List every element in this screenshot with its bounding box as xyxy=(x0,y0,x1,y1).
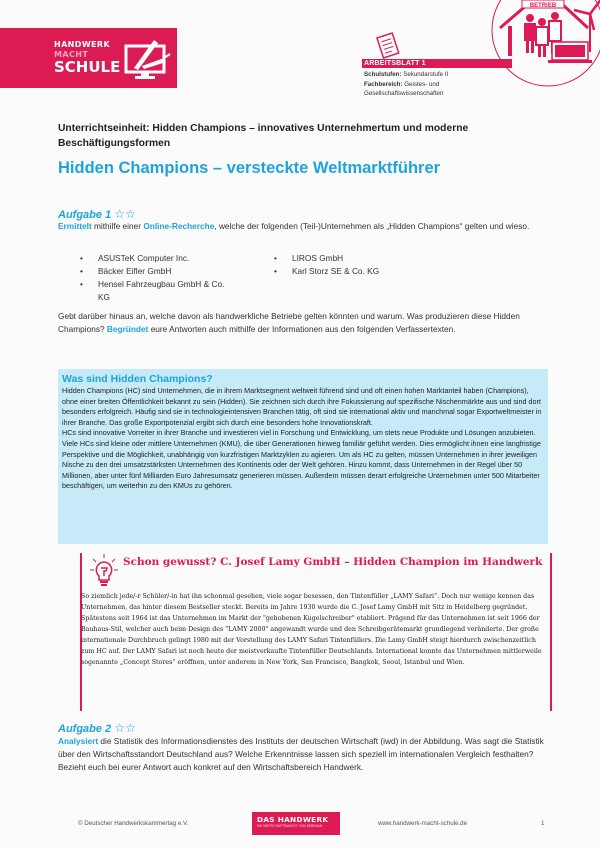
logo-line-schule: SCHULE xyxy=(54,58,121,76)
page-number: 1 xyxy=(541,820,545,827)
monitor-tools-icon xyxy=(120,36,172,82)
task1-heading: Aufgabe 1 ☆☆ xyxy=(58,207,136,221)
list-item: • Bäcker Eifler GmbH xyxy=(78,265,228,278)
logo-line-macht: MACHT xyxy=(54,50,89,59)
betrieb-badge-icon xyxy=(490,0,600,88)
info-box-paragraph: Hidden Champions (HC) sind Unternehmen, die in ihrem Marktsegment weltweit führend sind und oft einen hohen Marktanteil haben (Champions), ohne einer breiten Öffentlichkeit bekannt zu sein (Hidden). Sie zeichnen sich durch ihre Fokussierung auf spezifische Nischenmärkte aus und sind dort besonders erfolgreich. Häufig sind sie in technologieintensiven Branchen tätig, oft sind sie international aktiv und manchmal sogar Exportweltmeister in ihrer Branche. Das große Exportpotenzial ergibt sich durch eine besonders hohe Innovationskraft. xyxy=(62,386,542,427)
meta-school-level: Schulstufen: Sekundarstufe II xyxy=(364,71,449,78)
difficulty-stars-icon: ☆☆ xyxy=(114,721,136,735)
unit-title: Unterrichtseinheit: Hidden Champions – innovatives Unternehmertum und moderne Beschäftigungsformen xyxy=(58,123,469,149)
footer-copyright: © Deutscher Handwerkskammertag e.V. xyxy=(78,820,189,827)
difficulty-stars-icon: ☆☆ xyxy=(114,207,136,221)
worksheet-label: ARBEITSBLATT 1 xyxy=(364,60,426,67)
keyword-analysiert: Analysiert xyxy=(58,736,99,746)
lightbulb-icon xyxy=(90,554,118,588)
task1-followup: Gebt darüber hinaus an, welche davon als handwerkliche Betriebe gelten könnten und warum. Was produzieren diese Hidden Champions? Begründet eure Antworten auch mithilfe der Informationen aus den folgenden Verfassertexten. xyxy=(58,311,520,334)
info-box-paragraph: HCs sind innovative Vorreiter in ihrer Branche und investieren viel in Forschung und Entwicklung, um stets neue Produkte und Lösungen anzubieten. Viele HCs sind kleine oder mittlere Unternehmen (KMU), die über Generationen hinweg familiär geführt werden. Dies ermöglicht ihnen eine langfristige Perspektive und die Möglichkeit, unabhängig von kurzfristigen Marktzyklen zu agieren. Um als HC zu gelten, müssen Unternehmen in ihrer jeweiligen Nische zu den drei umsatzstärksten Unternehmen des Kontinents oder der Welt gehören. Hinzu kommt, dass Unternehmen in der Regel über 50 Millionen, aber unter fünf Milliarden Euro Jahresumsatz generieren müssen. Außerdem müssen derart erfolgreiche Unternehmen unter 500 Mitarbeiter beschäftigen, um weiterhin zu den KMUs zu gehören. xyxy=(62,428,541,491)
svg-text:BETRIEB: BETRIEB xyxy=(529,3,557,9)
list-item: • LIROS GmbH xyxy=(272,252,472,265)
fact-box-title: Schon gewusst? C. Josef Lamy GmbH – Hidden Champion im Handwerk xyxy=(123,556,543,568)
task2-instructions: Analysiert die Statistik des Informationsdienstes des Instituts der deutschen Wirtschaft (iwd) in der Abbildung. Was sagt die Statistik über den Wirtschaftsstandort Deutschland aus? Welche Erkenntnisse lassen sich speziell im internationalen Vergleich festhalten? Bezieht euch bei eurer Antwort auch konkret auf den Wirtschaftsbereich Handwerk. xyxy=(58,736,544,772)
meta-subject: Fachbereich: Geistes- und Gesellschaftswissenschaften xyxy=(364,80,444,97)
info-box-hidden-champions xyxy=(58,369,548,544)
list-item: • ASUSTeK Computer Inc. xyxy=(78,252,228,265)
footer-website-link[interactable]: www.handwerk-macht-schule.de xyxy=(378,820,468,827)
task1-instructions: Ermittelt mithilfe einer Online-Recherche, welche der folgenden (Teil-)Unternehmen als „Hidden Champions“ gelten und wieso. xyxy=(58,221,530,231)
company-list-right xyxy=(272,252,472,278)
list-item: • Hensel Fahrzeugbau GmbH & Co. KG xyxy=(78,278,228,304)
das-handwerk-logo: DAS HANDWERK DIE WIRTSCHAFTSMACHT. VON NEBENAN. xyxy=(252,812,340,835)
info-box-title: Was sind Hidden Champions? xyxy=(62,373,213,385)
handwerk-macht-schule-logo xyxy=(0,28,177,88)
page-title: Hidden Champions – versteckte Weltmarktführer xyxy=(58,159,441,177)
list-item: • Karl Storz SE & Co. KG xyxy=(272,265,472,278)
company-list-left xyxy=(78,252,228,304)
logo-line-handwerk: HANDWERK xyxy=(54,40,111,49)
keyword-online-recherche: Online-Recherche xyxy=(143,221,215,231)
keyword-begruendet: Begründet xyxy=(106,323,149,334)
worksheet-icon xyxy=(373,32,403,60)
keyword-ermittelt: Ermittelt xyxy=(58,221,92,231)
fact-box-text: So ziemlich jede/-r Schüler/-in hat ihn schonmal gesehen, viele sogar besessen, den Tintenfüller „LAMY Safari“. Doch nur wenige kennen das Unternehmen, das hinter diesem Bestseller steckt. Bereits im Jahre 1930 wurde die C. Josef Lamy GmbH mit Sitz in Heidelberg gegründet. Spätestens seit 1964 ist das Unternehmen im Markt der "gehobenen Kugelschreiber" etabliert. Prägend für das Unternehmen ist seit 1966 der Bauhaus-Stil, welcher auch beim Design des "LAMY 2000" angewandt wurde und den Schreibgerätemarkt grundlegend veränderte. Der große internationale Durchbruch gelingt 1980 mit der Vorstellung des LAMY Safari Tintenfüllers. Die Lamy GmbH steigt hierdurch zwischenzeitlich zum HC auf. Der LAMY Safari ist noch heute der meistverkaufte Tintenfüller Deutschlands. International konnte das Unternehmen mittlerweile sogenannte „Concept Stores“ eröffnen, unter anderem in New York, San Francisco, Bangkok, Seoul, Istanbul und Wien. xyxy=(81,593,542,666)
task2-heading: Aufgabe 2 ☆☆ xyxy=(58,721,136,735)
